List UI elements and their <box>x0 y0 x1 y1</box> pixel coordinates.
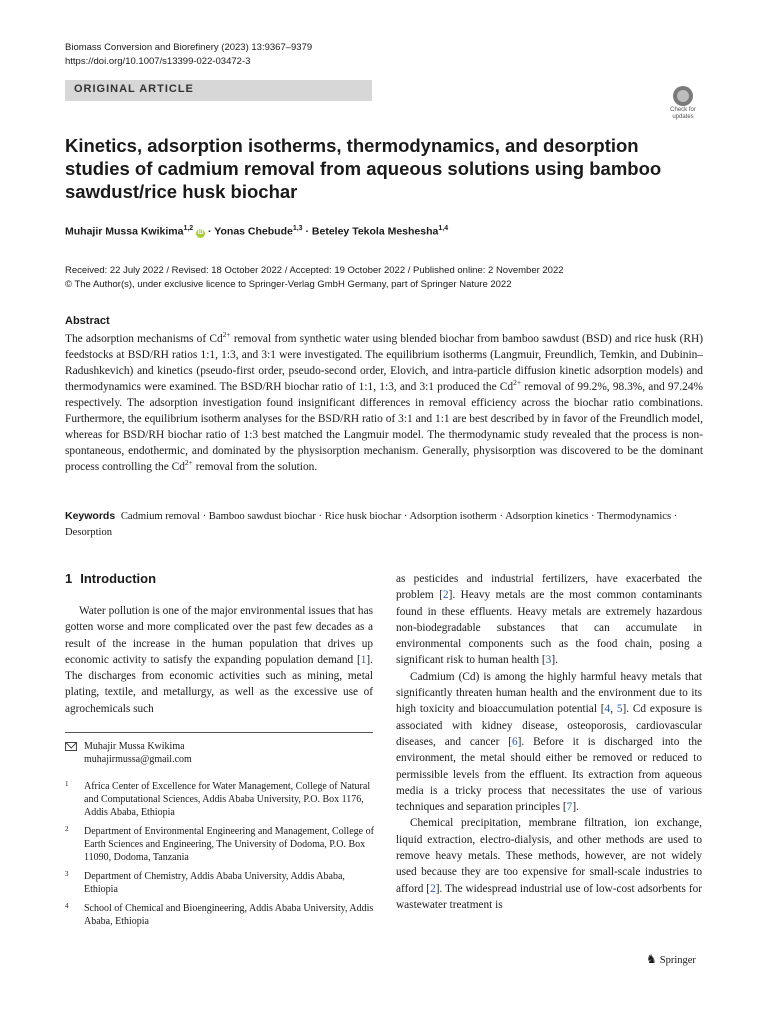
check-updates-line1: Check for <box>670 107 696 113</box>
footnote-rule <box>65 732 373 733</box>
publisher-logo <box>646 952 696 967</box>
intro-column-2 <box>396 571 702 913</box>
author-name[interactable]: Yonas Chebude <box>214 225 293 238</box>
journal-citation: Biomass Conversion and Biorefinery (2023) 13:9367–9379 <box>65 42 313 53</box>
abstract-heading: Abstract <box>65 315 110 327</box>
journal-header <box>65 41 312 69</box>
citation-link[interactable]: 3 <box>545 654 552 667</box>
orcid-icon[interactable]: iD <box>197 229 204 236</box>
citation-link[interactable]: 7 <box>566 801 573 814</box>
copyright-line: © The Author(s), under exclusive licence to Springer-Verlag GmbH Germany, part of Springer Nature 2022 <box>65 279 512 290</box>
citation-link[interactable]: 6 <box>511 735 518 748</box>
author-name[interactable]: Muhajir Mussa Kwikima <box>65 225 184 238</box>
author-affiliation: 1,3 <box>292 225 303 232</box>
intro-paragraph-1: Water pollution is one of the major environmental issues that has gotten worse and more complicated over the past few decades as a result of the increase in the human population that drives up economic activity to satisfy the expanding population demand [1]. The discharges from economic activities such as mining, metal plating, textile, and metallurgy, as well as the excessive use of agrochemicals such <box>65 605 373 715</box>
author-affiliation: 1,4 <box>438 225 449 232</box>
corresponding-email[interactable]: muhajirmussa@gmail.com <box>84 754 192 765</box>
publication-history <box>65 264 564 292</box>
citation-link[interactable]: 1 <box>360 653 367 666</box>
envelope-icon <box>65 742 77 751</box>
citation-link[interactable]: 2 <box>430 882 436 895</box>
article-type-banner <box>65 80 372 101</box>
author-name[interactable]: Beteley Tekola Meshesha <box>311 225 439 238</box>
author-list <box>65 225 448 238</box>
check-for-updates-icon[interactable] <box>665 84 701 124</box>
article-title: Kinetics, adsorption isotherms, thermodynamics, and desorption studies of cadmium removal from aqueous solutions using bamboo sawdust/rice husk biochar <box>65 135 662 202</box>
doi-link[interactable]: https://doi.org/10.1007/s13399-022-03472-3 <box>65 56 251 67</box>
author-affiliation: 1,2 <box>183 225 194 232</box>
intro-paragraph-1-cont: as pesticides and industrial fertilizers, have exacerbated the problem [2]. Heavy metals are the most common contaminants found in these effluents. Heavy metals are extremely hazardous non-biodegradable substances that can accumulate in environmental components such as the food chain, posing a significant risk to human health [3]. <box>396 573 702 667</box>
check-circle-icon <box>673 86 693 106</box>
intro-paragraph-2: Cadmium (Cd) is among the highly harmful heavy metals that significantly threaten human health and the environment due to its high toxicity and bioaccumulation potential [4, 5]. Cd exposure is associated with kidney disease, osteoporosis, cardiovascular diseases, and cancer [6]. Before it is discharged into the environment, the metal should either be removed or reduced to permissible levels from the effluent. Its extraction from aqueous media is a tricky process that necessitates the use of various techniques and separation principles [7]. <box>396 670 703 814</box>
keywords-text: Cadmium removal · Bamboo sawdust biochar · Rice husk biochar · Adsorption isotherm · Adsorption kinetics · Thermodynamics · Desorption <box>65 511 678 538</box>
citation-link[interactable]: 2 <box>442 589 449 602</box>
check-updates-line2: updates <box>672 113 694 120</box>
corresponding-author: Muhajir Mussa Kwikima <box>84 741 185 752</box>
citation-link[interactable]: 4 <box>604 703 611 716</box>
springer-horse-icon: ♞ <box>646 952 657 966</box>
dates-line: Received: 22 July 2022 / Revised: 18 October 2022 / Accepted: 19 October 2022 / Published online: 2 November 2022 <box>65 265 564 276</box>
section-heading: 1 Introduction <box>65 571 157 586</box>
author-separator: · <box>302 225 312 238</box>
keywords-label: Keywords <box>65 510 116 522</box>
intro-paragraph-3: Chemical precipitation, membrane filtration, ion exchange, liquid extraction, electro-dialysis, and other methods are used to remove heavy metals. These methods, however, are not widely used because they are too expensive for small-scale industries to afford [2]. The widespread industrial use of low-cost adsorbents for wastewater treatment is <box>396 817 702 911</box>
abstract-text: The adsorption mechanisms of $Cd^{2+}$ removal from synthetic water using blended biochar from bamboo sawdust (BSD) and rice husk (RH) feedstocks at BSD/RH ratios 1:1, 1:3, and 3:1 were investigated. The equilibrium isotherms (Langmuir, Freundlich, Temkin, and Dubinin–Radushkevich) and kinetics (pseudo-first order, pseudo-second order, Elovich, and intra-particle diffusion kinetic adsorption models) and thermodynamics were examined. The BSD/RH biochar ratio of 1:1, 1:3, and 3:1 produced the $Cd^{2+}$ removal of 99.2%, 98.3%, and 97.24% respectively. The adsorption investigation found insignificant differences in removal efficiency across the biochar ratio combinations. Furthermore, the equilibrium isotherm analyses for the BSD/RH ratio of 3:1 and 1:1 are best described by in favor of the Freundlich model, whereas for BSD/RH biochar ratio of 1:3 best matched the Langmuir model. The thermodynamic study revealed that the process is non-spontaneous, endothermic, and dominated by the physisorption mechanism. Generally, physisorption was discovered to be the dominant process controlling the $Cd^{2+}$ removal from the solution. <box>65 330 703 473</box>
author-separator: · <box>205 225 215 238</box>
keywords <box>65 508 705 541</box>
citation-link[interactable]: 5 <box>616 703 623 716</box>
publisher-name: Springer <box>659 955 696 966</box>
article-type: ORIGINAL ARTICLE <box>74 83 194 95</box>
